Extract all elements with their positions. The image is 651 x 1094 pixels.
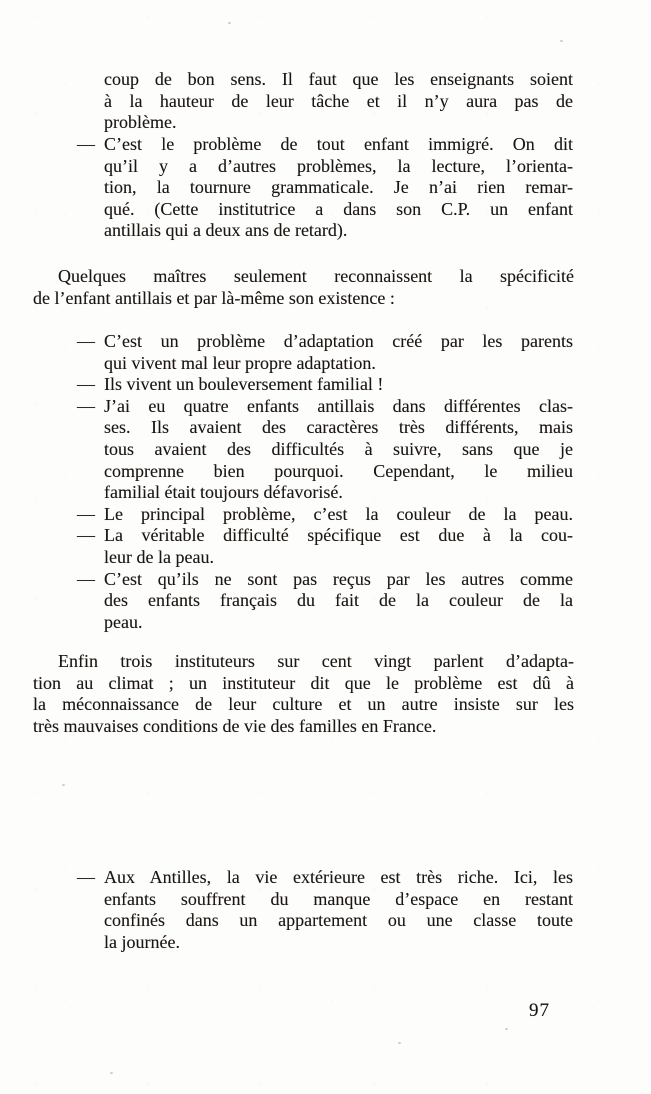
text-line: confinés dans un appartement ou une classe toute [104,910,573,931]
text-line: leur de la peau. [104,546,214,567]
quote-text [104,525,573,568]
em-dash: — [77,395,94,416]
page-number: 97 [529,1000,550,1021]
text-line: La véritable difficulté spécifique est due à la cou- [104,525,573,546]
text-line: des enfants français du fait de la couleur de la [104,590,573,611]
text-line: enfants souffrent du manque d’espace en restant [104,888,573,909]
quote-text [104,134,573,242]
scan-speck [62,784,65,786]
text-line: la méconnaissance de leur culture et un autre insiste sur les [33,694,574,715]
quote-item [77,569,573,634]
text-line: Ils vivent un bouleversement familial ! [104,374,384,395]
quote-text [104,569,573,634]
em-dash: — [77,568,94,589]
em-dash: — [77,331,94,351]
quote-item [77,374,573,396]
body-paragraph [33,651,574,737]
text-line: C’est qu’ils ne sont pas reçus par les autres comme [104,568,573,589]
text-line: antillais qui a deux ans de retard). [104,220,348,241]
text-line: Enfin trois instituteurs sur cent vingt parlent d’adapta- [58,651,574,671]
quote-item [77,504,573,526]
scan-speck [560,40,563,42]
quote-item [77,331,573,374]
text-line: qué. (Cette institutrice a dans son C.P. un enfant [104,198,573,219]
text-line: tion, la tournure grammaticale. Je n’ai rien remar- [104,177,573,198]
text-line: la journée. [104,931,180,952]
text-line: tous avaient des difficultés à suivre, sans que je [104,438,573,459]
scan-speck [228,22,231,24]
text-line: qu’il y a d’autres problèmes, la lecture, l’orienta- [104,155,573,176]
quote-text [104,867,573,953]
text-line: Le principal problème, c’est la couleur de la peau. [104,503,573,524]
text-line: J’ai eu quatre enfants antillais dans différentes clas- [104,395,573,416]
quote-item [77,134,573,242]
text-line: familial était toujours défavorisé. [104,482,343,503]
text-line: peau. [104,611,143,632]
em-dash: — [77,374,94,395]
text-line: coup de bon sens. Il faut que les enseignants soient [104,69,573,89]
scan-speck [110,1072,113,1074]
quote-text [104,331,573,374]
text-line: problème. [104,112,177,133]
em-dash: — [77,866,94,887]
quote-item [77,396,573,504]
text-line: très mauvaises conditions de vie des familles en France. [33,715,437,736]
quote-item [77,867,573,953]
scan-speck [398,1042,401,1044]
body-paragraph [33,266,574,309]
quote-text [104,396,573,504]
text-line: ses. Ils avaient des caractères très différents, mais [104,417,573,438]
scan-speck [505,1028,508,1030]
em-dash: — [77,525,94,546]
text-line: Aux Antilles, la vie extérieure est très riche. Ici, les [104,866,573,887]
text-line: Quelques maîtres seulement reconnaissent la spécificité [58,266,574,286]
text-line: comprenne bien pourquoi. Cependant, le milieu [104,460,573,481]
em-dash: — [77,503,94,524]
quote-item [77,525,573,568]
paragraph-continuation [104,69,573,134]
quote-text [104,374,573,396]
text-line: C’est le problème de tout enfant immigré. On dit [104,134,573,154]
em-dash: — [77,134,94,154]
quote-text [104,504,573,526]
quote-list [77,331,573,633]
text-line: à la hauteur de leur tâche et il n’y aura pas de [104,90,573,111]
text-line: C’est un problème d’adaptation créé par les parents [104,331,573,351]
text-line: qui vivent mal leur propre adaptation. [104,352,376,373]
text-line: de l’enfant antillais et par là-même son existence : [33,287,395,308]
text-line: tion au climat ; un instituteur dit que le problème est dû à [33,672,574,693]
